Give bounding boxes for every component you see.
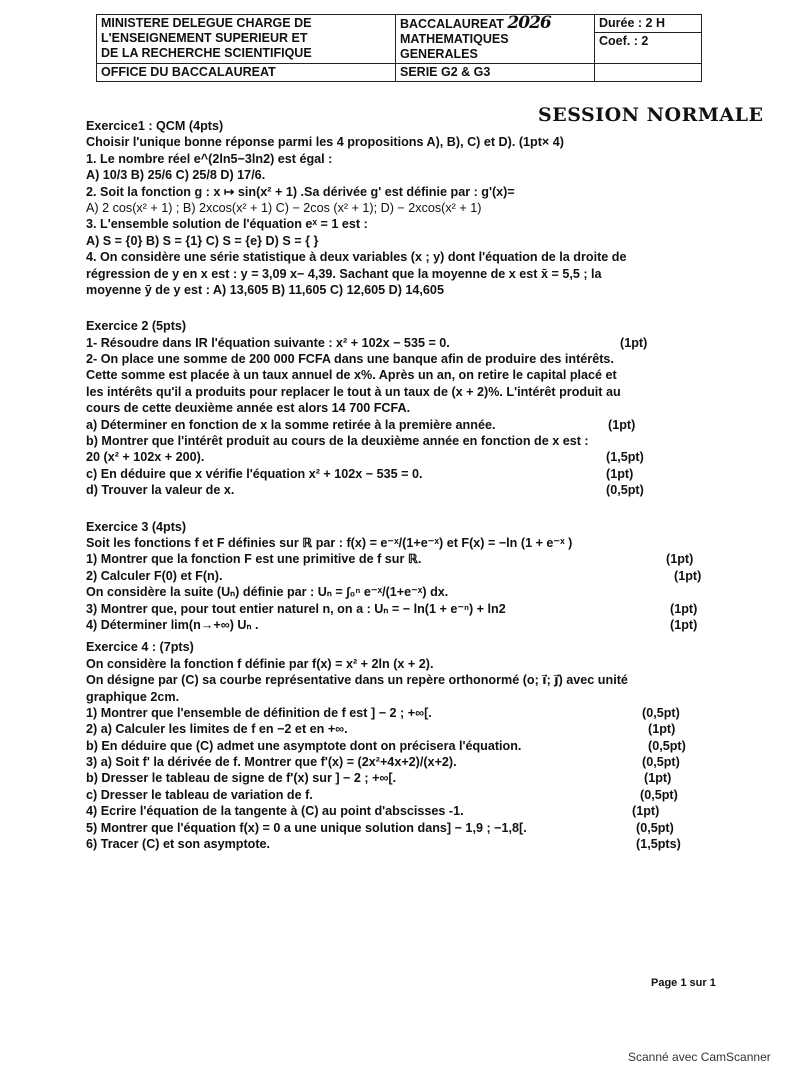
exam-content (86, 112, 726, 852)
line-text: 2. Soit la fonction g : x ↦ sin(x² + 1) .Sa dérivée g' est définie par : g'(x)= (86, 184, 515, 199)
exam-line (86, 335, 726, 351)
points-label: (1,5pt) (606, 450, 644, 465)
points-label: (0,5pt) (636, 820, 674, 835)
spacer (86, 499, 726, 513)
points-label: (0,5pt) (606, 483, 644, 498)
line-text: b) En déduire que (C) admet une asymptote dont on précisera l'équation. (86, 738, 522, 753)
empty-cell (595, 64, 702, 82)
exam-line (86, 282, 726, 298)
subject-line-1: MATHEMATIQUES (400, 32, 509, 46)
exam-name: BACCALAUREAT (400, 17, 504, 31)
line-text: 4. On considère une série statistique à deux variables (x ; y) dont l'équation de la droite de (86, 250, 627, 265)
series-cell: SERIE G2 & G3 (396, 64, 595, 82)
exam-line (86, 738, 726, 754)
exam-line (86, 721, 726, 737)
exam-line (86, 400, 726, 416)
points-label: (1pt) (666, 552, 694, 567)
line-text: 2) Calculer F(0) et F(n). (86, 568, 223, 583)
ministry-line-3: DE LA RECHERCHE SCIENTIFIQUE (101, 46, 312, 60)
line-text: A) S = {0} B) S = {1} C) S = {e} D) S = { } (86, 233, 319, 248)
points-label: (1pt) (608, 417, 636, 432)
line-text: 3) Montrer que, pour tout entier naturel n, on a : Uₙ = − ln(1 + e⁻ⁿ) + ln2 (86, 601, 506, 616)
exam-line (86, 836, 726, 852)
line-text: les intérêts qu'il a produits pour replacer le tout à un taux de (x + 2)%. L'intérêt produit au (86, 384, 621, 399)
exam-line (86, 351, 726, 367)
points-label: (0,5pt) (648, 738, 686, 753)
exam-line (86, 167, 726, 183)
ministry-line-1: MINISTERE DELEGUE CHARGE DE (101, 16, 312, 30)
exam-line (86, 200, 726, 216)
line-text: Exercice 3 (4pts) (86, 519, 187, 534)
exam-line (400, 13, 590, 33)
exam-line (86, 754, 726, 770)
exam-line (86, 151, 726, 167)
exam-line (86, 184, 726, 200)
ministry-cell (97, 15, 396, 64)
exam-cell (396, 15, 595, 64)
exercise-title (86, 639, 726, 655)
points-label: (1pt) (632, 804, 660, 819)
line-text: moyenne ȳ de y est : A) 13,605 B) 11,605 C) 12,605 D) 14,605 (86, 282, 444, 297)
points-label: (1pt) (620, 335, 648, 350)
line-text: A) 10/3 B) 25/6 C) 25/8 D) 17/6. (86, 168, 266, 183)
points-label: (0,5pt) (640, 787, 678, 802)
handwritten-year: 2026 (507, 13, 551, 33)
points-label: (0,5pt) (642, 705, 680, 720)
exam-line (86, 535, 726, 551)
exam-line (86, 249, 726, 265)
exam-line (86, 705, 726, 721)
scanner-watermark: Scanné avec CamScanner (628, 1050, 771, 1064)
line-text: 4) Ecrire l'équation de la tangente à (C) au point d'abscisses -1. (86, 804, 464, 819)
line-text: c) En déduire que x vérifie l'équation x² + 102x − 535 = 0. (86, 466, 423, 481)
exam-line (86, 551, 726, 567)
exercise-title (86, 318, 726, 334)
exam-line (86, 433, 726, 449)
line-text: b) Montrer que l'intérêt produit au cours de la deuxième année en fonction de x est : (86, 434, 589, 449)
session-title: SESSION NORMALE (538, 104, 764, 126)
line-text: 1) Montrer que la fonction F est une primitive de f sur ℝ. (86, 552, 422, 567)
line-text: Cette somme est placée à un taux annuel de x%. Après un an, on retire le capital placé et (86, 368, 617, 383)
line-text: cours de cette deuxième année est alors 14 700 FCFA. (86, 401, 411, 416)
exam-line (86, 601, 726, 617)
points-label: (1pt) (670, 617, 698, 632)
exam-line (86, 770, 726, 786)
exam-line (86, 820, 726, 836)
points-label: (1pt) (644, 771, 672, 786)
spacer (86, 298, 726, 312)
exam-line (86, 449, 726, 465)
points-label: (1pt) (670, 601, 698, 616)
line-text: On considère la suite (Uₙ) définie par : Uₙ = ∫₀ⁿ e⁻ˣ/(1+e⁻ˣ) dx. (86, 585, 449, 600)
exam-line (86, 233, 726, 249)
exam-line (86, 787, 726, 803)
exam-line (86, 689, 726, 705)
exam-line (86, 216, 726, 232)
header-table (96, 14, 702, 82)
exam-line (86, 672, 726, 688)
exercise-title (86, 519, 726, 535)
line-text: c) Dresser le tableau de variation de f. (86, 787, 313, 802)
line-text: 5) Montrer que l'équation f(x) = 0 a une unique solution dans] − 1,9 ; −1,8[. (86, 820, 527, 835)
line-text: Exercice 4 : (7pts) (86, 640, 194, 655)
line-text: 2) a) Calculer les limites de f en −2 et en +∞. (86, 722, 348, 737)
exam-line (86, 466, 726, 482)
ministry-line-2: L'ENSEIGNEMENT SUPERIEUR ET (101, 31, 308, 45)
exam-line (86, 617, 726, 633)
coefficient: Coef. : 2 (599, 34, 649, 48)
points-label: (1pt) (648, 722, 676, 737)
line-text: 3) a) Soit f' la dérivée de f. Montrer que f'(x) = (2x²+4x+2)/(x+2). (86, 755, 457, 770)
line-text: régression de y en x est : y = 3,09 x− 4,39. Sachant que la moyenne de x est x̄ = 5,5 ; la (86, 266, 602, 281)
line-text: d) Trouver la valeur de x. (86, 483, 235, 498)
line-text: 1- Résoudre dans IR l'équation suivante : x² + 102x − 535 = 0. (86, 335, 450, 350)
line-text: 6) Tracer (C) et son asymptote. (86, 837, 271, 852)
line-text: 2- On place une somme de 200 000 FCFA dans une banque afin de produire des intérêts. (86, 352, 614, 367)
exam-line (86, 384, 726, 400)
exam-line (86, 803, 726, 819)
exam-line (86, 417, 726, 433)
line-text: Exercice1 : QCM (4pts) (86, 119, 224, 133)
exam-line (86, 134, 726, 150)
line-text: 4) Déterminer lim(n→+∞) Uₙ . (86, 617, 259, 632)
line-text: On considère la fonction f définie par f(x) = x² + 2ln (x + 2). (86, 656, 434, 671)
line-text: 1. Le nombre réel e^(2ln5−3ln2) est égal : (86, 151, 333, 166)
duration-coef-cell (595, 15, 702, 64)
exam-line (86, 584, 726, 600)
line-text: Choisir l'unique bonne réponse parmi les 4 propositions A), B), C) et D). (1pt× 4) (86, 135, 564, 150)
line-text: A) 2 cos(x² + 1) ; B) 2xcos(x² + 1) C) − 2cos (x² + 1); D) − 2xcos(x² + 1) (86, 200, 482, 215)
subject-line-2: GENERALES (400, 47, 478, 61)
line-text: Exercice 2 (5pts) (86, 319, 187, 334)
exam-line (86, 656, 726, 672)
exam-line (86, 266, 726, 282)
exercise-title (86, 118, 726, 134)
line-text: On désigne par (C) sa courbe représentative dans un repère orthonormé (o; i⃗; j⃗) avec unité (86, 673, 628, 688)
points-label: (1pt) (674, 568, 702, 583)
points-label: (1pt) (606, 466, 634, 481)
line-text: b) Dresser le tableau de signe de f'(x) sur ] − 2 ; +∞[. (86, 771, 397, 786)
points-label: (1,5pts) (636, 837, 681, 852)
line-text: 1) Montrer que l'ensemble de définition de f est ] − 2 ; +∞[. (86, 705, 432, 720)
line-text: a) Déterminer en fonction de x la somme retirée à la première année. (86, 417, 496, 432)
line-text: 3. L'ensemble solution de l'équation eˣ = 1 est : (86, 217, 368, 232)
duration: Durée : 2 H (595, 15, 701, 33)
exam-line (86, 482, 726, 498)
line-text: graphique 2cm. (86, 689, 180, 704)
exam-line (86, 367, 726, 383)
line-text: 20 (x² + 102x + 200). (86, 450, 205, 465)
exam-line (86, 568, 726, 584)
line-text: Soit les fonctions f et F définies sur ℝ par : f(x) = e⁻ˣ/(1+e⁻ˣ) et F(x) = −ln (1 + e⁻ˣ ) (86, 535, 573, 550)
points-label: (0,5pt) (642, 755, 680, 770)
office-cell: OFFICE DU BACCALAUREAT (97, 64, 396, 82)
page-number: Page 1 sur 1 (651, 977, 716, 989)
